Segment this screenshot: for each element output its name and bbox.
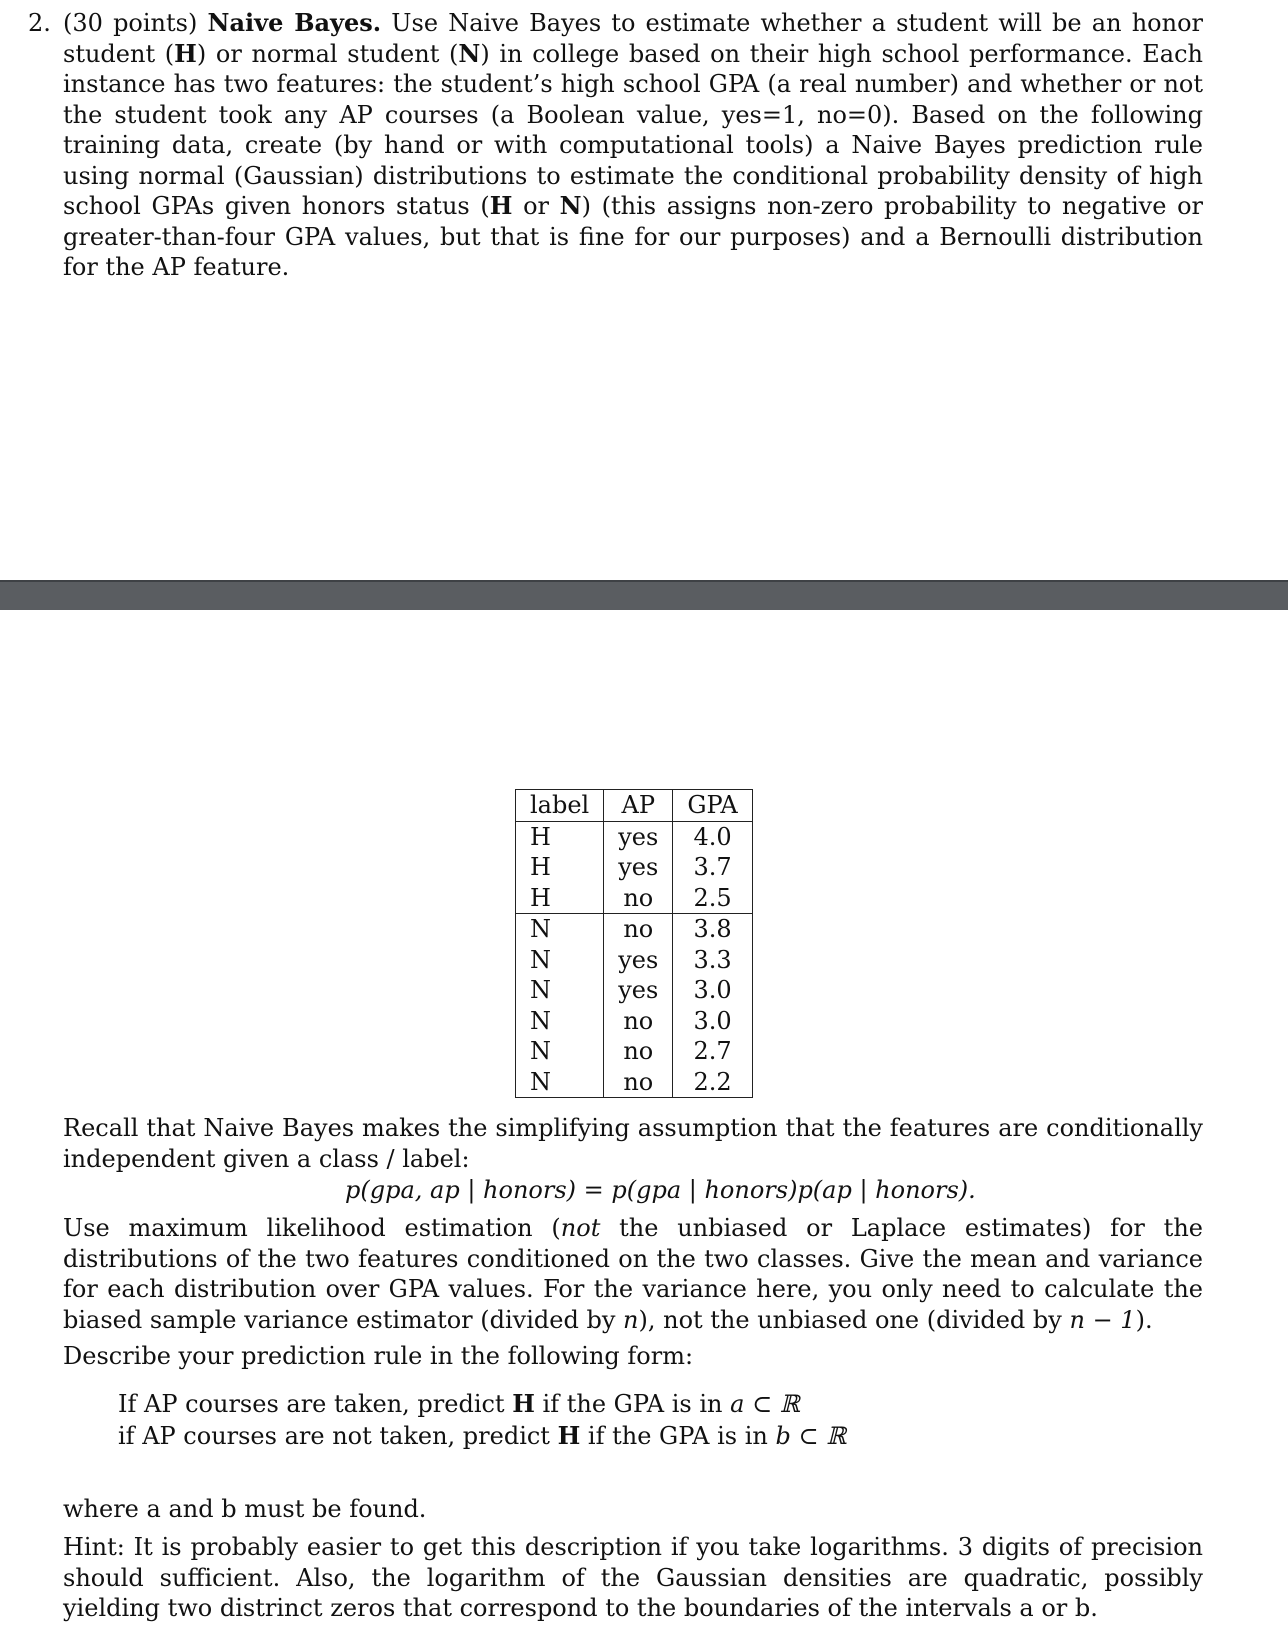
recall-paragraph: Recall that Naive Bayes makes the simplifying assumption that the features are conditionally independent given a class / label: <box>63 1114 1203 1173</box>
intro-text-2: ) or normal student ( <box>196 39 459 68</box>
cell-ap: yes <box>604 975 673 1006</box>
cell-label: N <box>516 1006 604 1037</box>
cell-gpa: 3.8 <box>673 914 752 945</box>
table-row <box>516 975 753 1006</box>
rule1-mid: if the GPA is in <box>534 1390 731 1418</box>
rule1-h: H <box>512 1389 535 1418</box>
intro-h2: H <box>489 191 513 220</box>
mle-text-1: Use maximum likelihood estimation ( <box>63 1214 561 1242</box>
intro-text-4: ) (this assigns non-zero probability to negative or greater-than-four GPA values, but that is fine for our purposes) and a Bernoulli distribution for the AP feature. <box>63 192 1203 281</box>
cell-label: N <box>516 975 604 1006</box>
mle-not: not <box>560 1214 601 1242</box>
cell-gpa: 3.7 <box>693 853 732 881</box>
mle-paragraph <box>63 1213 1203 1335</box>
mle-n-minus-1: n − 1 <box>1069 1305 1136 1334</box>
cell-ap: yes <box>604 821 673 852</box>
cell-ap: no <box>604 883 673 914</box>
rule-ap-not-taken <box>118 1420 846 1452</box>
rule2-mid: if the GPA is in <box>580 1422 776 1450</box>
mle-n: n <box>623 1305 639 1334</box>
where-line: where a and b must be found. <box>63 1495 427 1523</box>
mle-text-3: ), not the unbiased one (divided by <box>638 1305 1070 1334</box>
table-row <box>516 1006 753 1037</box>
table-row <box>516 914 753 945</box>
question-title: Naive Bayes. <box>207 8 382 37</box>
intro-n2: N <box>559 191 582 220</box>
table-header-row <box>516 790 753 822</box>
cell-label: N <box>516 1036 604 1067</box>
mle-text-4: ). <box>1135 1305 1153 1334</box>
describe-line: Describe your prediction rule in the following form: <box>63 1342 694 1370</box>
cell-label: N <box>516 914 604 945</box>
question-points: (30 points) <box>63 9 198 37</box>
cell-gpa: 4.0 <box>693 822 732 851</box>
question-intro <box>63 8 1203 283</box>
rule2-set: b ⊂ ℝ <box>775 1422 847 1450</box>
cell-ap: yes <box>604 945 673 976</box>
independence-equation: p(gpa, ap | honors) = p(gpa | honors)p(ap | honors). <box>345 1176 976 1204</box>
intro-text-3: ) in college based on their high school performance. Each instance has two features: the student’s high school GPA (a real number) and whether or not the student took any AP courses (a Boolean value, yes=1, no=0). Based on the following training data, create (by hand or with computational tools) a Naive Bayes prediction rule using normal (Gaussian) distributions to estimate the conditional probability density of high school GPAs given honors status ( <box>63 39 1203 220</box>
cell-label: H <box>516 883 604 914</box>
intro-n: N <box>458 38 481 68</box>
rule1-set: a ⊂ ℝ <box>730 1390 800 1418</box>
hint-paragraph: Hint: It is probably easier to get this description if you take logarithms. 3 digits of precision should sufficient. Also, the logarithm of the Gaussian densities are quadratic, possibly yielding two distrinct zeros that correspond to the boundaries of the intervals a or b. <box>63 1533 1203 1622</box>
cell-ap: no <box>604 914 673 945</box>
table-row <box>516 883 753 914</box>
cell-gpa: 3.3 <box>693 945 732 974</box>
header-label: label <box>516 790 604 822</box>
rule1-prefix: If AP courses are taken, predict <box>118 1390 513 1418</box>
cell-ap: yes <box>604 852 673 883</box>
cell-gpa: 2.5 <box>693 883 732 912</box>
rule2-h: H <box>557 1421 581 1450</box>
table-row <box>516 852 753 883</box>
header-ap: AP <box>604 790 673 822</box>
cell-ap: no <box>604 1036 673 1067</box>
intro-or: or <box>512 192 560 220</box>
cell-ap: no <box>604 1006 673 1037</box>
header-gpa: GPA <box>673 790 752 822</box>
cell-label: H <box>516 852 604 883</box>
table-row <box>516 945 753 976</box>
table-row <box>516 821 753 852</box>
question-number: 2. <box>28 9 51 37</box>
cell-ap: no <box>604 1067 673 1098</box>
cell-gpa: 2.2 <box>693 1067 732 1096</box>
table-row <box>516 1036 753 1067</box>
cell-gpa: 3.0 <box>693 1006 732 1035</box>
cell-label: N <box>516 945 604 976</box>
intro-text-1: Use Naive Bayes to estimate whether a student will be an honor student ( <box>63 9 1203 68</box>
rule-ap-taken <box>118 1388 846 1420</box>
cell-gpa: 3.0 <box>693 976 732 1004</box>
cell-label: N <box>516 1067 604 1098</box>
table-row <box>516 1067 753 1098</box>
intro-h: H <box>174 38 197 68</box>
prediction-rules <box>118 1388 846 1452</box>
cell-label: H <box>516 821 604 852</box>
mle-text-2: the unbiased or Laplace estimates) for the distributions of the two features conditioned on the two classes. Give the mean and variance for each distribution over GPA values. For the variance here, you only need to calculate the biased sample variance estimator (divided by <box>63 1214 1203 1334</box>
rule2-prefix: if AP courses are not taken, predict <box>118 1422 558 1450</box>
training-data-table <box>515 789 753 1098</box>
page-divider <box>0 580 1288 610</box>
cell-gpa: 2.7 <box>693 1037 732 1065</box>
